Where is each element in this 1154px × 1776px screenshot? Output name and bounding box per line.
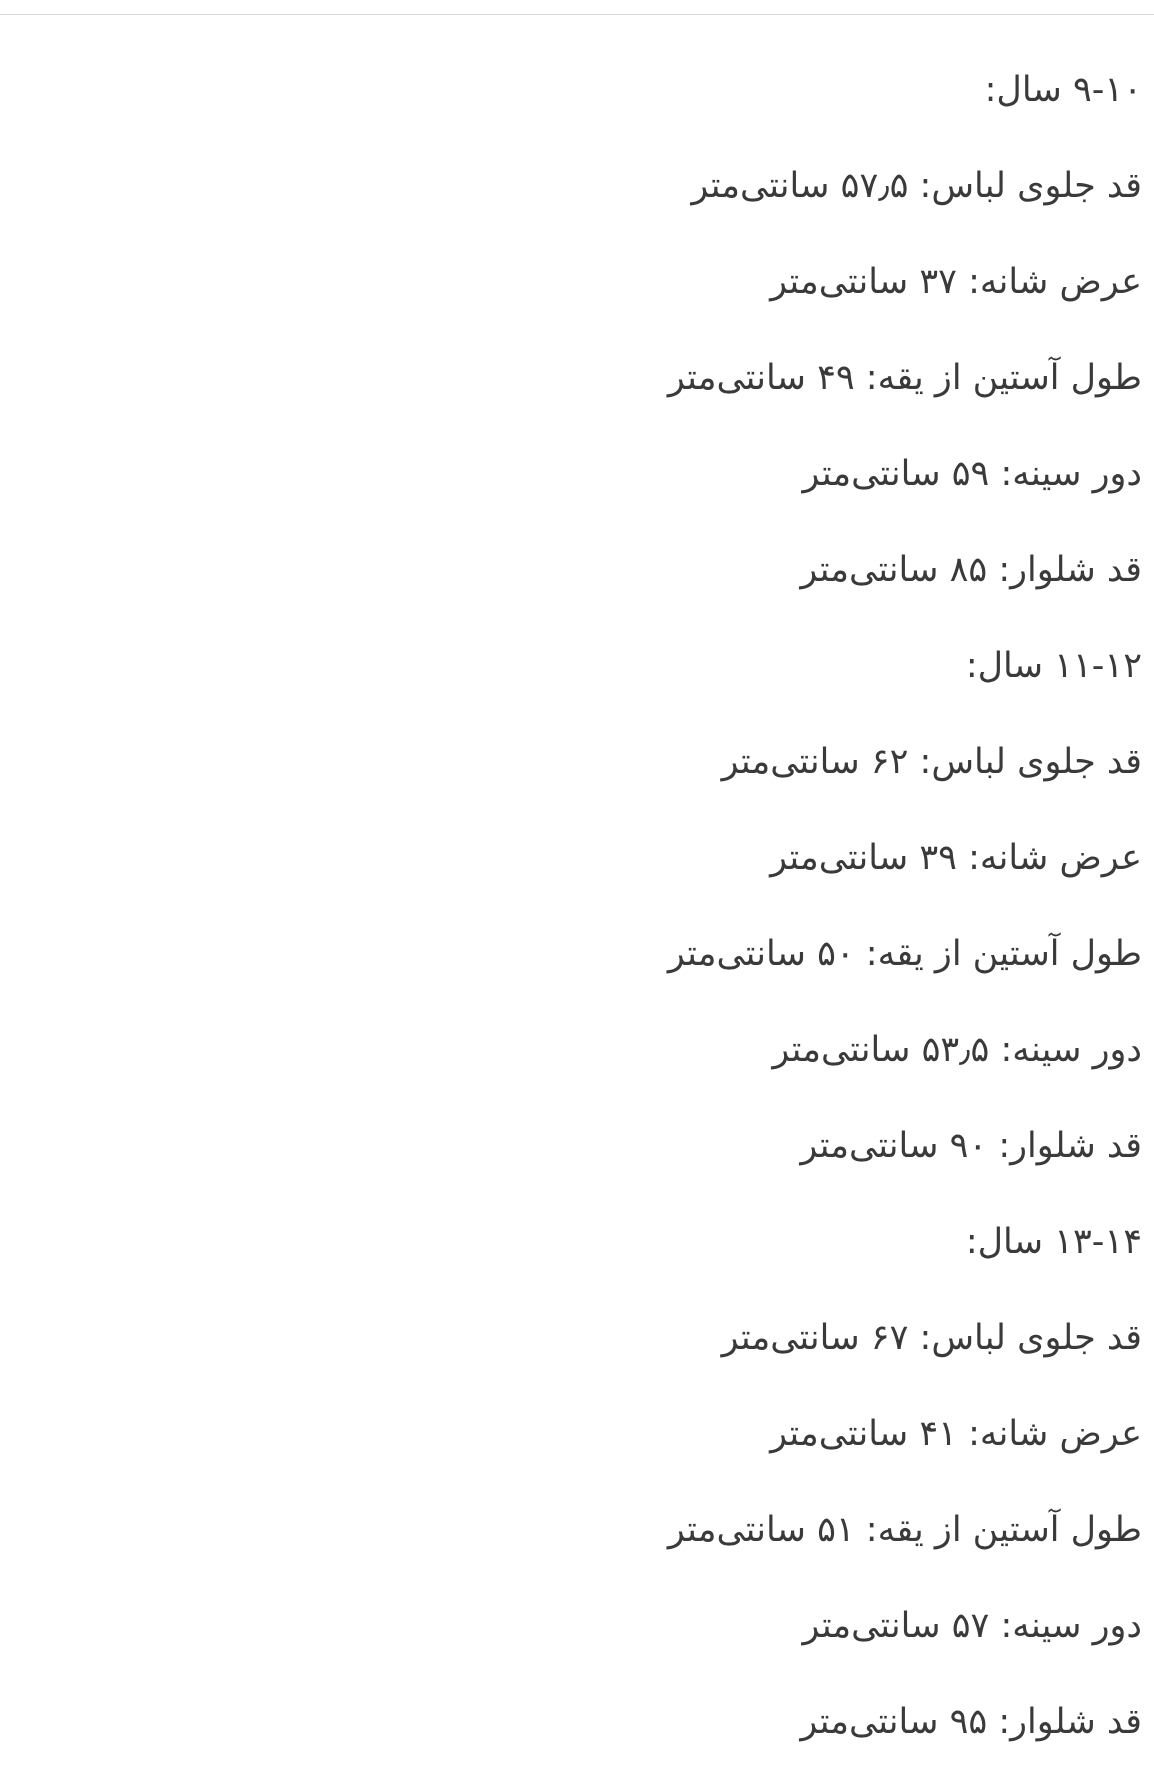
shoulder-width-line: عرض شانه: ۳۹ سانتی‌متر <box>770 838 1142 878</box>
front-length-line: قد جلوی لباس: ۶۷ سانتی‌متر <box>721 1318 1142 1358</box>
sleeve-length-line: طول آستین از یقه: ۴۹ سانتی‌متر <box>667 358 1142 398</box>
sleeve-length-line: طول آستین از یقه: ۵۰ سانتی‌متر <box>667 934 1142 974</box>
chest-circumference-line: دور سینه: ۵۳٫۵ سانتی‌متر <box>772 1030 1142 1070</box>
sleeve-length-line: طول آستین از یقه: ۵۱ سانتی‌متر <box>667 1510 1142 1550</box>
front-length-line: قد جلوی لباس: ۵۷٫۵ سانتی‌متر <box>691 166 1142 206</box>
size-chart-text <box>0 42 1142 1770</box>
pants-length-line: قد شلوار: ۹۵ سانتی‌متر <box>800 1702 1142 1742</box>
age-heading-11-12: ۱۱-۱۲ سال: <box>965 646 1142 686</box>
pants-length-line: قد شلوار: ۸۵ سانتی‌متر <box>800 550 1142 590</box>
front-length-line: قد جلوی لباس: ۶۲ سانتی‌متر <box>721 742 1142 782</box>
pants-length-line: قد شلوار: ۹۰ سانتی‌متر <box>800 1126 1142 1166</box>
chest-circumference-line: دور سینه: ۵۹ سانتی‌متر <box>802 454 1142 494</box>
chest-circumference-line: دور سینه: ۵۷ سانتی‌متر <box>802 1606 1142 1646</box>
age-heading-9-10: ۹-۱۰ سال: <box>984 70 1142 110</box>
age-heading-13-14: ۱۳-۱۴ سال: <box>965 1222 1142 1262</box>
shoulder-width-line: عرض شانه: ۳۷ سانتی‌متر <box>770 262 1142 302</box>
shoulder-width-line: عرض شانه: ۴۱ سانتی‌متر <box>770 1414 1142 1454</box>
top-divider <box>0 14 1154 15</box>
